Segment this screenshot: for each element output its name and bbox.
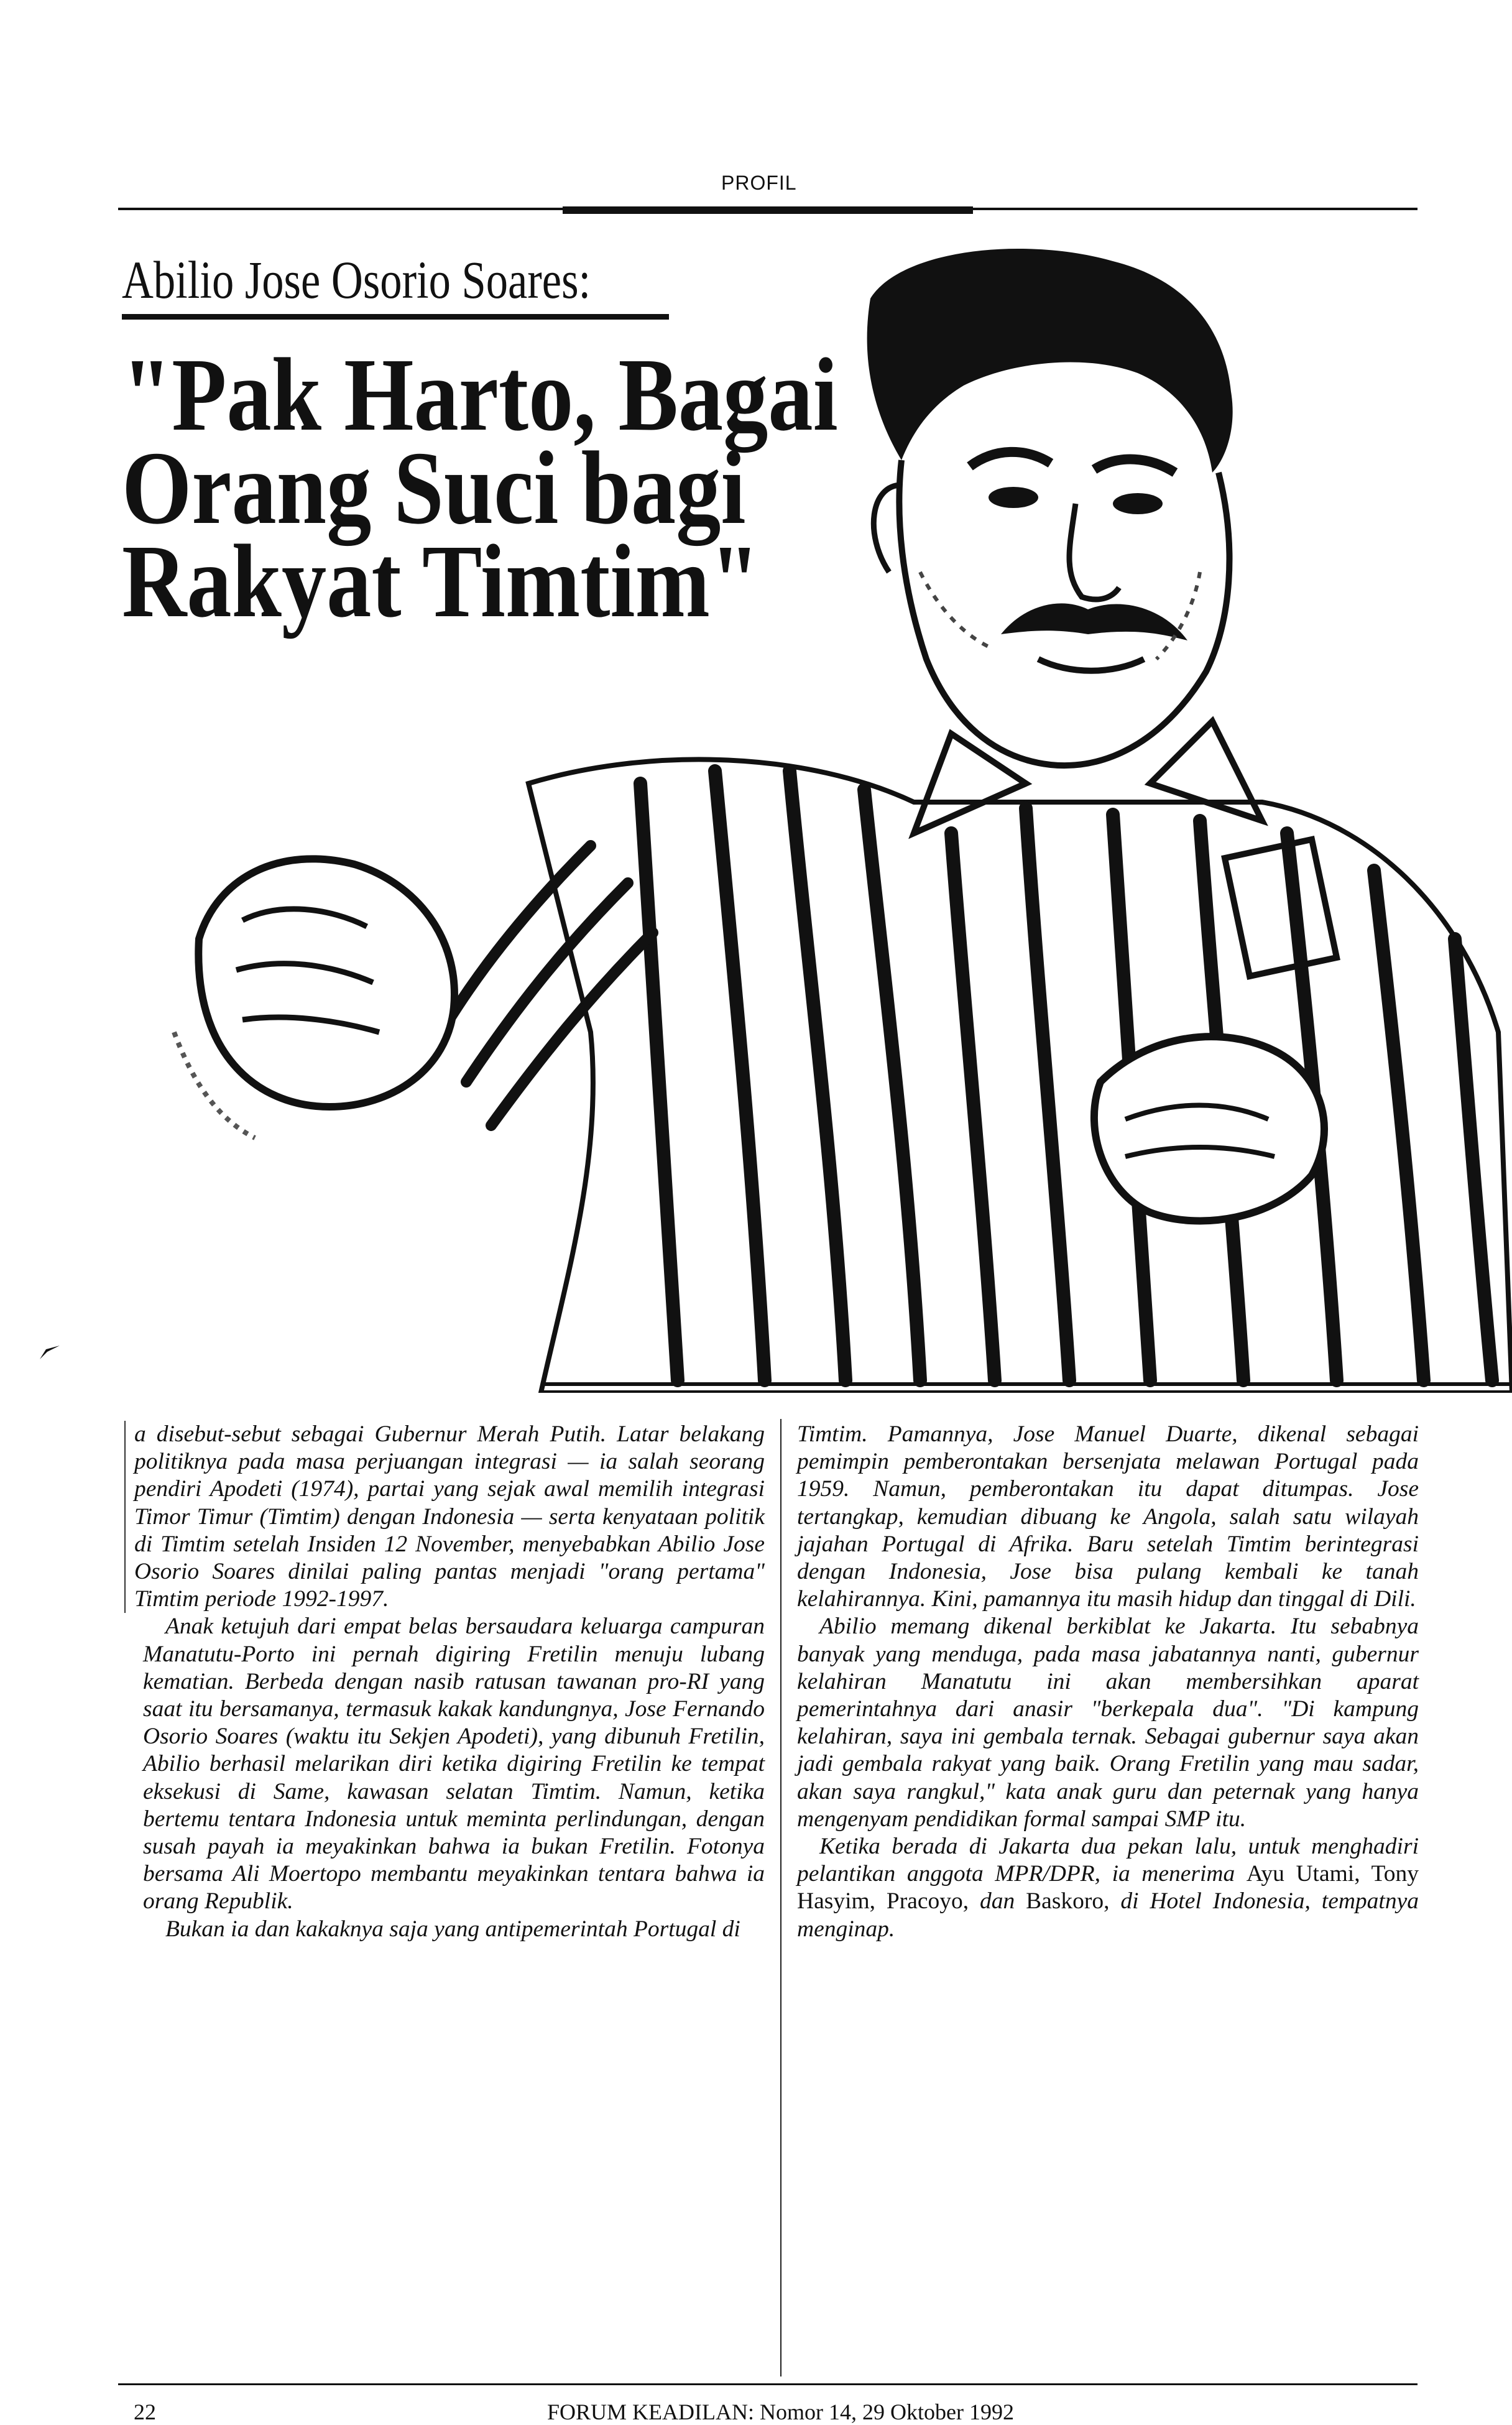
body-paragraph: Abilio memang dikenal berkiblat ke Jakarta. Itu sebabnya banyak yang menduga, pada masa jabatannya nanti, gubernur kelahiran Manatutu ini akan membersihkan aparat pemerintahnya dari anasir "berkepala dua". "Di kampung kelahiran, saya ini gembala ternak. Sebagai gubernur saya akan jadi gembala rakyat yang baik. Orang Fretilin yang mau sadar, akan saya rangkul," kata anak guru dan peternak yang hanya mengenyam pendidikan formal sampai SMP itu. [797,1614,1419,1832]
body-paragraph: Bukan ia dan kakaknya saja yang antipemerintah Portugal di [165,1916,740,1942]
headline-line: Rakyat Timtim" [122,524,760,639]
top-rule-accent [563,206,973,214]
page-number: 22 [134,2400,156,2424]
paragraph-text: Ketika berada di Jakarta dua pekan lalu, untuk menghadiri pelantikan anggota MPR/DPR, ia menerima [797,1834,1419,1887]
article-subject: Abilio Jose Osorio Soares: [122,250,591,310]
body-column-left [134,1421,765,1943]
bottom-rule [118,2383,1418,2385]
paragraph-text: dan [969,1888,1026,1915]
publication-info: FORUM KEADILAN: Nomor 14, 29 Oktober 1992 [547,2400,1014,2424]
subject-underline [122,314,669,320]
body-paragraph: Anak ketujuh dari empat belas bersaudara keluarga campuran Manatutu-Porto ini pernah digiring Fretilin menuju lubang kematian. Berbeda dengan nasib ratusan tawanan pro-RI yang saat itu bersamanya, termasuk kakak kandungnya, Jose Fernando Osorio Soares (waktu itu Sekjen Apodeti), yang dibunuh Fretilin, Abilio berhasil melarikan diri ketika digiring Fretilin ke tempat eksekusi di Same, kawasan selatan Timtim. Namun, ketika bertemu tentara Indonesia untuk meminta perlindungan, dengan susah payah ia meyakinkan bahwa ia bukan Fretilin. Fotonya bersama Ali Moertopo membantu meyakinkan tentara bahwa ia orang Republik. [143,1614,765,1915]
column-divider [780,1419,781,2376]
paragraph-text: di Hotel Indonesia, tempatnya menginap. [797,1888,1419,1942]
body-paragraph: Timtim. Pamannya, Jose Manuel Duarte, dikenal sebagai pemimpin pemberontakan bersenjata melawan Portugal pada 1959. Namun, pemberontakan itu dapat ditumpas. Jose tertangkap, kemudian dibuang ke Angola, salah satu wilayah jajahan Portugal di Afrika. Baru setelah Timtim berintegrasi dengan Indonesia, Jose bisa pulang kembali ke tanah kelahirannya. Kini, pamannya itu masih hidup dan tinggal di Dili. [797,1421,1419,1612]
body-paragraph: a disebut-sebut sebagai Gubernur Merah Putih. Latar belakang politiknya pada masa perjuangan integrasi — ia salah seorang pendiri Apodeti (1974), partai yang sejak awal memilih integrasi Timor Timur (Timtim) dengan Indonesia — serta kenyataan politik di Timtim setelah Insiden 12 November, menyebabkan Abilio Jose Osorio Soares dinilai paling pantas menjadi "orang pertama" Timtim periode 1992-1997. [124,1421,765,1613]
body-column-right [797,1421,1419,1943]
headline-line: Orang Suci bagi [122,430,746,546]
article-headline [122,337,870,639]
names-upright: Baskoro, [1026,1888,1110,1915]
stray-mark [37,1343,62,1362]
body-paragraph [797,1833,1419,1943]
headline-line: "Pak Harto, Bagai [122,337,838,453]
section-label: PROFIL [721,172,797,194]
names-upright: Ayu Utami, Tony Hasyim, Pracoyo, [797,1861,1419,1915]
